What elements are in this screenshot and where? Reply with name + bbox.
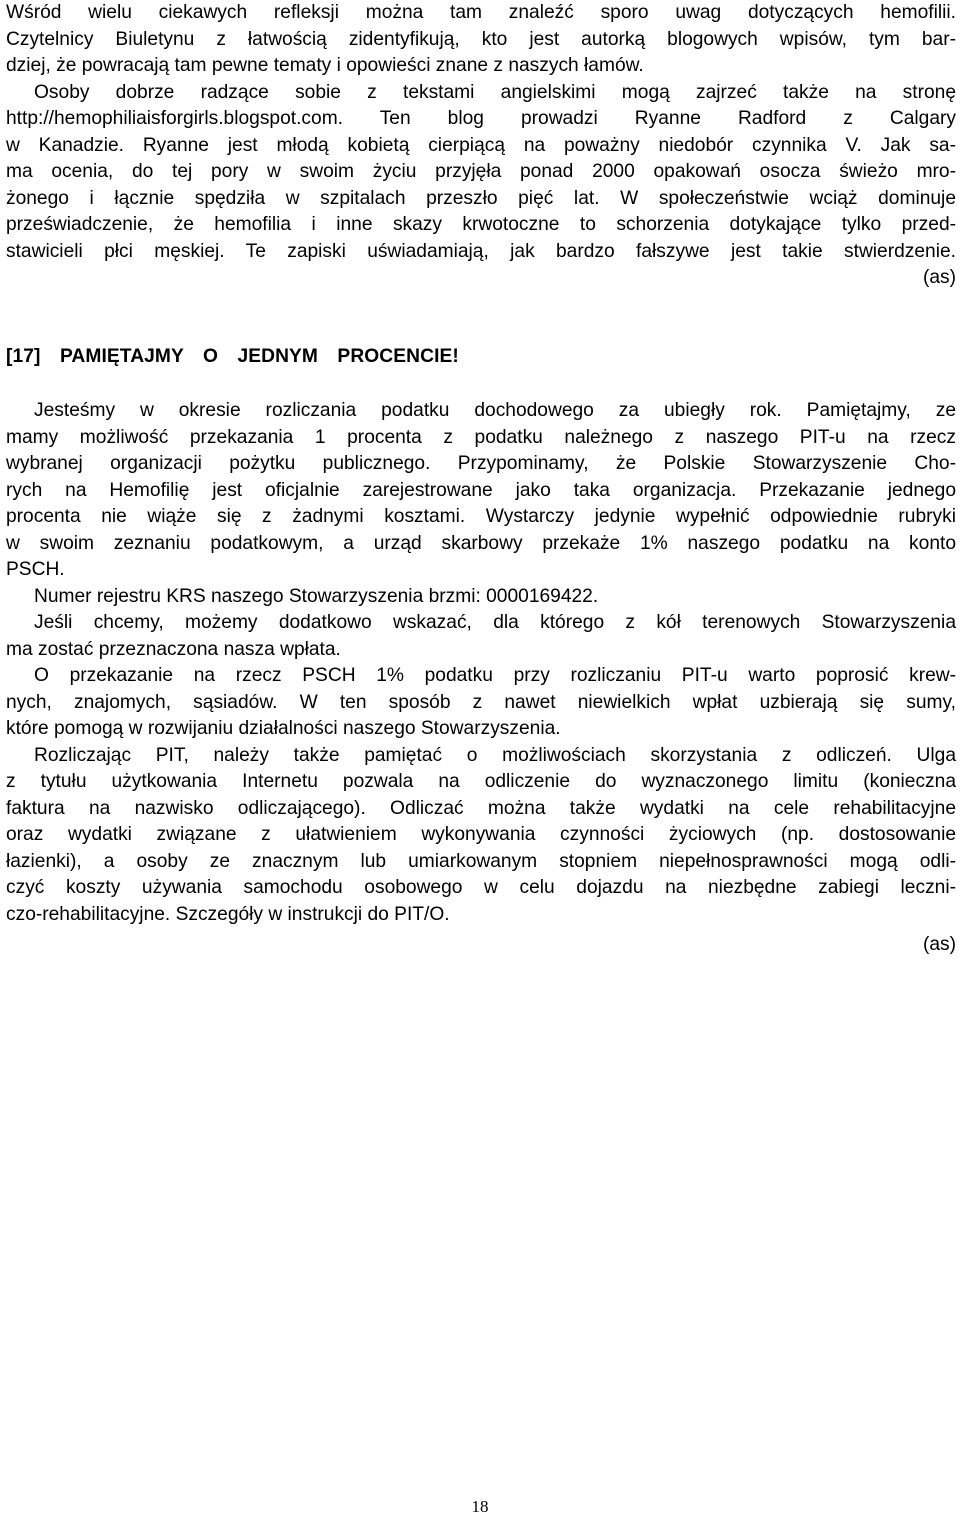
paragraph-line: mamy możliwość przekazania 1 procenta z podatku należnego z naszego PIT-u na rzecz: [6, 426, 956, 448]
paragraph-line: wybranej organizacji pożytku publicznego. Przypominamy, że Polskie Stowarzyszenie Cho-: [6, 453, 956, 474]
paragraph-line: http://hemophiliaisforgirls.blogspot.com. Ten blog prowadzi Ryanne Radford z Calgary: [6, 108, 956, 129]
paragraph-line: które pomogą w rozwijaniu działalności naszego Stowarzyszenia.: [6, 718, 561, 739]
paragraph-line: Rozliczając PIT, należy także pamiętać o możliwościach skorzystania z odliczeń. Ulga: [34, 744, 956, 766]
paragraph-line: łazienki), a osoby ze znacznym lub umiarkowanym stopniem niepełnosprawności mogą odli-: [6, 850, 956, 872]
krs-number-line: Numer rejestru KRS naszego Stowarzyszenia brzmi: 0000169422.: [34, 585, 599, 607]
paragraph-line: żonego i łącznie spędziła w szpitalach przeszło pięć lat. W społeczeństwie wciąż dominuje: [6, 187, 956, 209]
paragraph-line: procenta nie wiąże się z żadnymi kosztami. Wystarczy jedynie wypełnić odpowiednie rubryki: [6, 506, 956, 527]
paragraph-line: Jeśli chcemy, możemy dodatkowo wskazać, dla którego z kół terenowych Stowarzyszenia: [34, 612, 956, 633]
paragraph-line: Wśród wielu ciekawych refleksji można tam znaleźć sporo uwag dotyczących hemofilii.: [6, 2, 956, 23]
paragraph-line: czyć koszty używania samochodu osobowego w celu dojazdu na niezbędne zabiegi leczni-: [6, 877, 956, 898]
paragraph-line: Jesteśmy w okresie rozliczania podatku dochodowego za ubiegły rok. Pamiętajmy, ze: [34, 400, 956, 421]
author-signature: (as): [922, 934, 956, 955]
paragraph-line: czo-rehabilitacyjne. Szczegóły w instrukcji do PIT/O.: [6, 903, 450, 925]
paragraph-line: w swoim zeznaniu podatkowym, a urząd skarbowy przekaże 1% naszego podatku na konto: [6, 532, 956, 554]
paragraph-line: Czytelnicy Biuletynu z łatwością zidentyfikują, kto jest autorką blogowych wpisów, tym bar-: [6, 28, 956, 50]
paragraph-line: oraz wydatki związane z ułatwieniem wykonywania czynności życiowych (np. dostosowanie: [6, 824, 956, 845]
paragraph-line: stawicieli płci męskiej. Te zapiski uświadamiają, jak bardzo fałszywe jest takie stwierdzenie.: [6, 240, 956, 262]
paragraph-line: PSCH.: [6, 559, 65, 580]
paragraph-line: rych na Hemofilię jest oficjalnie zarejestrowane jako taka organizacja. Przekazanie jednego: [6, 479, 956, 501]
section-heading: [17] PAMIĘTAJMY O JEDNYM PROCENCIE!: [6, 346, 459, 367]
page-number: 18: [471, 1497, 489, 1516]
paragraph-line: faktura na nazwisko odliczającego). Odliczać można także wydatki na cele rehabilitacyjne: [6, 797, 956, 819]
paragraph-line: nych, znajomych, sąsiadów. W ten sposób z nawet niewielkich wpłat uzbierają się sumy,: [6, 691, 956, 713]
paragraph-line: z tytułu użytkowania Internetu pozwala na odliczenie do wyznaczonego limitu (konieczna: [6, 771, 956, 792]
paragraph-line: ma ocenia, do tej pory w swoim życiu przyjęła ponad 2000 opakowań osocza świeżo mro-: [6, 161, 956, 182]
author-signature: (as): [922, 267, 956, 288]
paragraph-line: ma zostać przeznaczona nasza wpłata.: [6, 638, 341, 660]
paragraph-line: w Kanadzie. Ryanne jest młodą kobietą cierpiącą na poważny niedobór czynnika V. Jak sa-: [6, 134, 956, 156]
paragraph-line: O przekazanie na rzecz PSCH 1% podatku przy rozliczaniu PIT-u warto poprosić krew-: [34, 665, 956, 686]
paragraph-line: Osoby dobrze radzące sobie z tekstami angielskimi mogą zajrzeć także na stronę: [34, 81, 956, 103]
paragraph-line: dziej, że powracają tam pewne tematy i opowieści znane z naszych łamów.: [6, 55, 644, 76]
paragraph-line: przeświadczenie, że hemofilia i inne skazy krwotoczne to schorzenia dotykające tylko przed-: [6, 214, 956, 235]
